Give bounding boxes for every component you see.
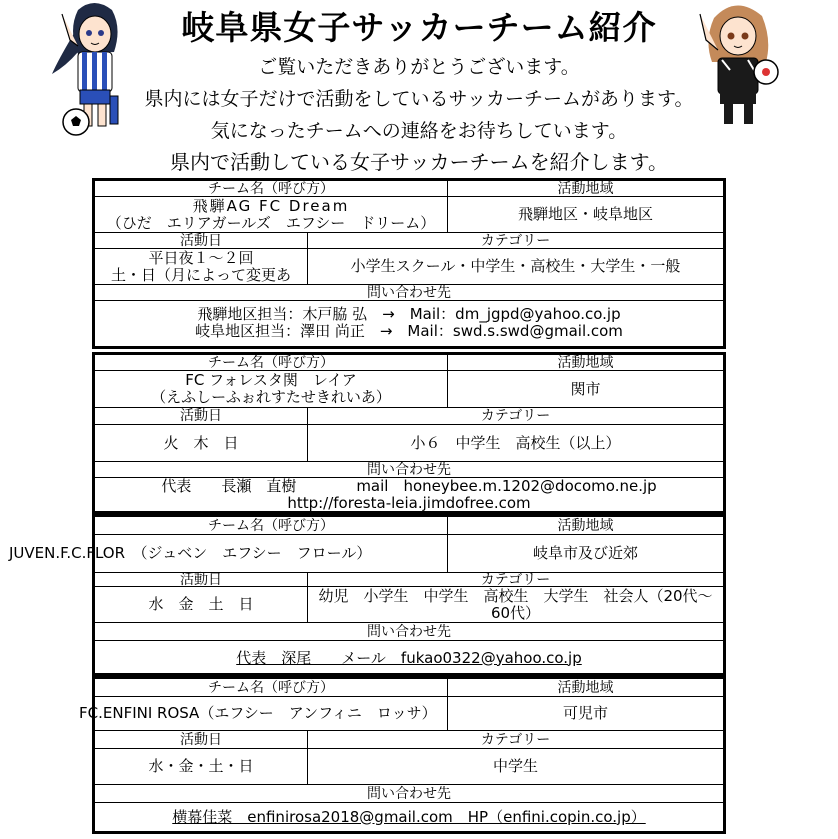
team-4-days-row (95, 749, 723, 785)
team-3-category-line1: 幼児 小学生 中学生 高校生 大学生 社会人（20代～ (318, 586, 713, 605)
team-2-category: 小６ 中学生 高校生（以上） (307, 425, 723, 461)
team-name-label: チーム名（呼び方） (208, 679, 334, 696)
team-2-name (95, 371, 447, 407)
page-title: 岐阜県女子サッカーチーム紹介 (181, 8, 657, 47)
team-2-contact-header-row (95, 462, 723, 478)
team-3-contact-row (95, 641, 723, 675)
team-name-label: チーム名（呼び方） (208, 354, 334, 371)
team-1-name (95, 197, 447, 232)
team-2-website-link[interactable]: http://foresta-leia.jimdofree.com (287, 494, 531, 512)
intro-line-2: 県内には女子だけで活動をしているサッカーチームがあります。 (144, 88, 694, 110)
contact-label: 問い合わせ先 (367, 284, 451, 301)
team-2-days-row (95, 425, 723, 462)
intro-line-1: ご覧いただきありがとうございます。 (258, 56, 580, 78)
days-label: 活動日 (180, 731, 222, 748)
team-4-area: 可児市 (447, 697, 723, 730)
days-label: 活動日 (180, 232, 222, 249)
team-4-name-row (79, 697, 723, 731)
team-4-name (79, 697, 447, 730)
team-card-3 (9, 514, 726, 676)
team-card-2 (92, 352, 726, 514)
area-label: 活動地域 (447, 679, 723, 696)
mascot-left-illustration (48, 0, 140, 140)
team-2-days: 火 木 日 (163, 433, 239, 452)
team-2-contact (95, 478, 723, 512)
team-2-header-row (95, 355, 723, 371)
team-3-contact[interactable]: 代表 深尾 メール fukao0322@yahoo.co.jp (236, 648, 582, 667)
days-label: 活動日 (180, 571, 222, 588)
team-4-contact[interactable]: 横幕佳菜 enfinirosa2018@gmail.com HP（enfini.copin.co.jp） (172, 807, 646, 826)
team-card-1 (92, 178, 726, 349)
team-1-sub-header-row (95, 233, 723, 249)
team-3-name-row (9, 535, 723, 573)
team-name-label: チーム名（呼び方） (208, 517, 334, 534)
mascot-right-illustration (692, 0, 784, 130)
team-3-category (307, 587, 723, 622)
team-2-name-line2: （えふしーふぉれすたせきれいあ） (151, 388, 391, 406)
team-3-contact-header-row (95, 623, 723, 641)
team-3-days: 水 金 土 日 (148, 595, 254, 613)
team-3-area: 岐阜市及び近郊 (447, 535, 723, 572)
team-4-header-row (95, 679, 723, 697)
team-1-header-row (95, 181, 723, 197)
area-label: 活動地域 (447, 181, 723, 196)
category-label: カテゴリー (307, 573, 723, 586)
team-1-area: 飛騨地区・岐阜地区 (447, 197, 723, 232)
team-4-contact-header-row (95, 785, 723, 803)
team-1-category: 小学生スクール・中学生・高校生・大学生・一般 (307, 249, 723, 284)
team-2-name-row (95, 371, 723, 408)
days-label: 活動日 (180, 408, 222, 424)
intro-line-4: 県内で活動している女子サッカーチームを紹介します。 (170, 150, 668, 174)
team-3-name-text: JUVEN.F.C.FLOR （ジュベン エフシー フロール） (9, 544, 372, 562)
team-2-name-line1: FC フォレスタ関 レイア (185, 371, 357, 389)
team-4-contact-row (95, 803, 723, 831)
area-label: 活動地域 (447, 355, 723, 370)
team-card-4 (79, 676, 726, 834)
category-label: カテゴリー (307, 233, 723, 248)
team-name-label: チーム名（呼び方） (208, 180, 334, 197)
team-1-contact-line1: 飛騨地区担当：木戸脇 弘 → Mail：dm_jgpd@yahoo.co.jp (197, 305, 621, 323)
team-1-days (95, 249, 307, 284)
team-1-contact (95, 301, 723, 345)
team-3-name (9, 535, 447, 572)
team-1-contact-line2: 岐阜地区担当：澤田 尚正 → Mail：swd.s.swd@gmail.com (195, 322, 623, 340)
team-2-contact-line1: 代表 長瀬 直樹 mail honeybee.m.1202@docomo.ne.jp (161, 477, 657, 495)
intro-line-3: 気になったチームへの連絡をお待ちしています。 (210, 120, 628, 142)
team-4-days: 水・金・土・日 (148, 757, 254, 775)
contact-label: 問い合わせ先 (367, 785, 451, 802)
category-label: カテゴリー (307, 731, 723, 748)
team-4-name-text: FC.ENFINI ROSA（エフシー アンフィニ ロッサ） (79, 704, 437, 722)
team-2-contact-row (95, 478, 723, 512)
team-1-days-line2: 土・日（月によって変更あ (110, 265, 291, 284)
category-label: カテゴリー (307, 408, 723, 424)
team-1-name-line2: （ひだ エリアガールズ エフシー ドリーム） (106, 213, 436, 232)
team-2-sub-header-row (95, 408, 723, 425)
area-label: 活動地域 (447, 517, 723, 534)
team-1-name-line1: 飛騨AG FC Dream (192, 196, 350, 215)
team-3-category-line2: 60代） (490, 603, 541, 622)
team-4-sub-header-row (95, 731, 723, 749)
team-1-contact-header-row (95, 285, 723, 301)
team-3-days-row (95, 587, 723, 623)
team-2-area: 関市 (447, 371, 723, 407)
contact-label: 問い合わせ先 (367, 461, 451, 478)
team-1-name-row (95, 197, 723, 233)
team-1-days-line1: 平日夜１～２回 (148, 248, 254, 267)
contact-label: 問い合わせ先 (367, 623, 451, 640)
team-1-days-row (95, 249, 723, 285)
team-3-header-row (95, 517, 723, 535)
team-4-category: 中学生 (307, 749, 723, 784)
team-3-sub-header-row (95, 573, 723, 587)
team-1-contact-row (95, 301, 723, 345)
